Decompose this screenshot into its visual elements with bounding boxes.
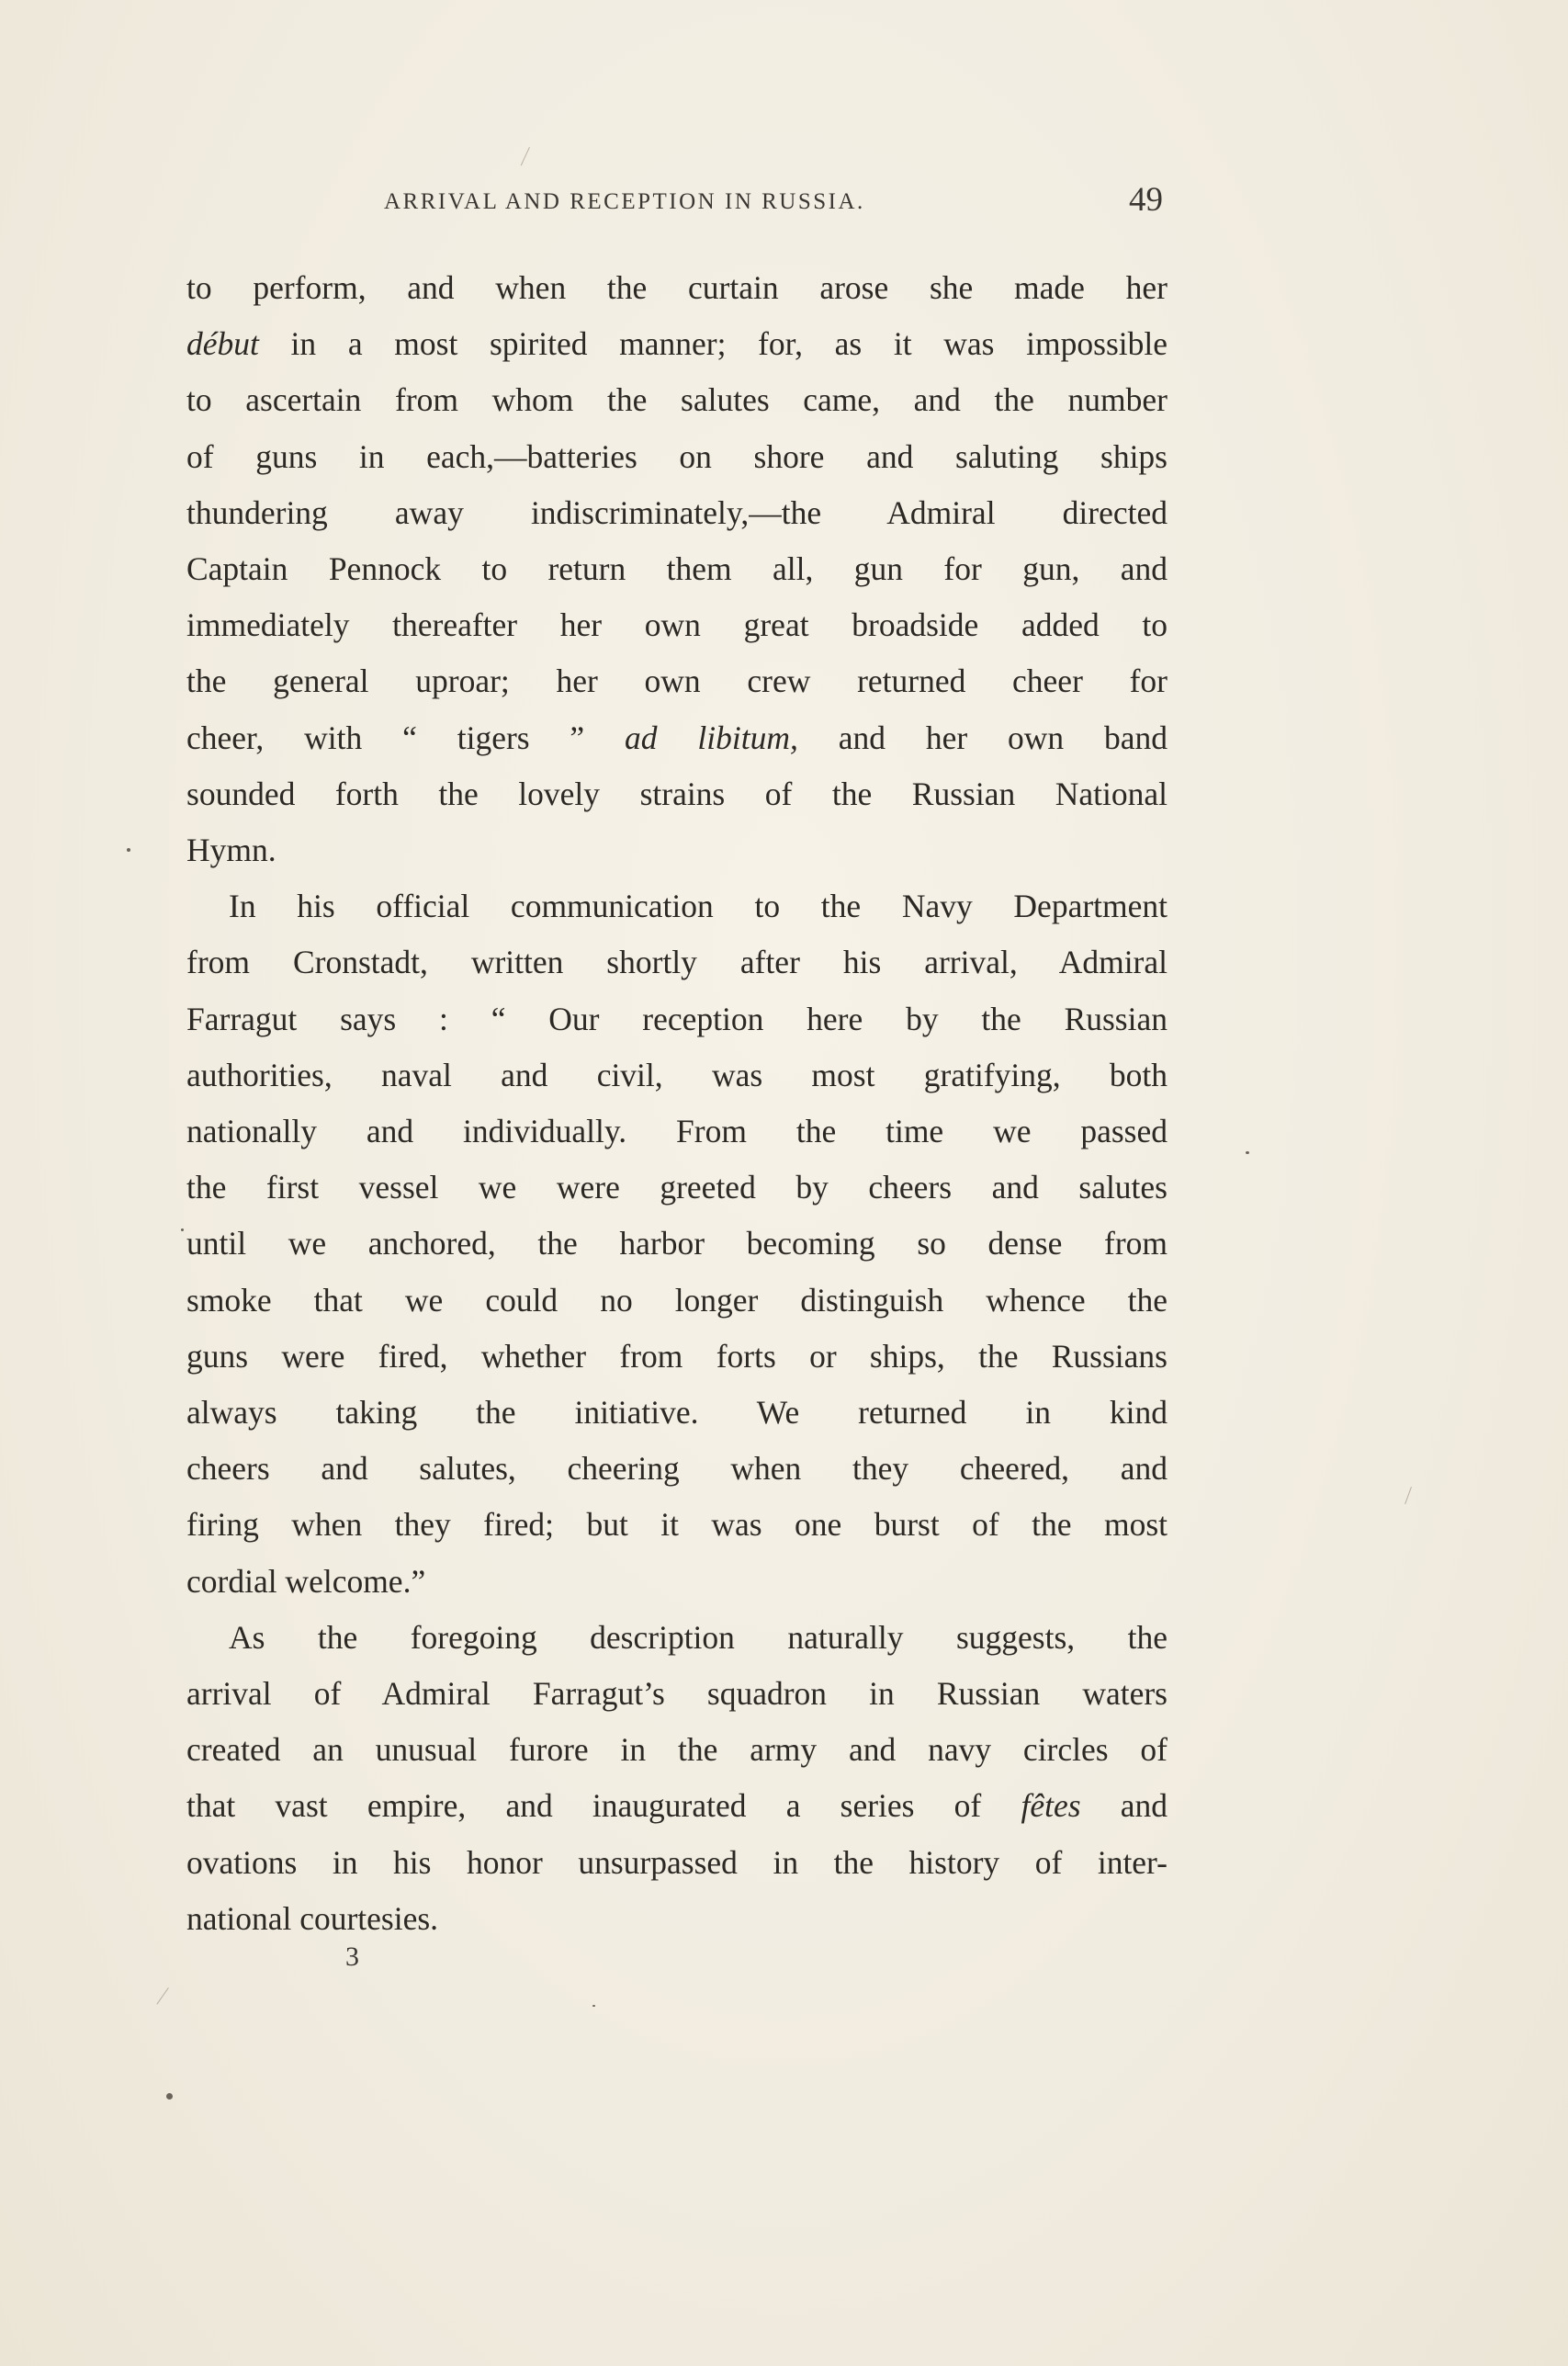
- paper-speck: [166, 2093, 173, 2100]
- italic-text: début: [186, 325, 259, 363]
- text-line: created an unusual furore in the army and navy circles of: [186, 1731, 1168, 1769]
- text-line: guns were fired, whether from forts or ships, the Russians: [186, 1337, 1168, 1375]
- paragraph-1: [186, 260, 1168, 878]
- text-line: to perform, and when the curtain arose she made her: [186, 269, 1168, 306]
- text-line: until we anchored, the harbor becoming so dense from: [186, 1225, 1168, 1262]
- text-line: sounded forth the lovely strains of the Russian National: [186, 775, 1168, 812]
- text-line: firing when they fired; but it was one burst of the most: [186, 1506, 1168, 1544]
- text-run: in a most spirited manner; for, as it was impossible: [258, 325, 1168, 363]
- paper-hairline: [1404, 1487, 1412, 1504]
- text-line: Captain Pennock to return them all, gun for gun, and: [186, 550, 1168, 588]
- italic-text: fêtes: [1021, 1787, 1081, 1825]
- text-run: and her own band: [797, 719, 1168, 756]
- paper-speck: [1246, 1151, 1249, 1154]
- paper-speck: [592, 2005, 595, 2007]
- paragraph-3: [186, 1610, 1168, 1947]
- text-line: arrival of Admiral Farragut’s squadron in Russian waters: [186, 1675, 1168, 1713]
- text-line: Hymn.: [186, 832, 276, 869]
- text-line: of guns in each,—batteries on shore and saluting ships: [186, 437, 1168, 475]
- paragraph-2: [186, 878, 1168, 1610]
- text-run: and: [1080, 1787, 1168, 1825]
- text-line: cheers and salutes, cheering when they cheered, and: [186, 1450, 1168, 1488]
- text-line: to ascertain from whom the salutes came, and the number: [186, 381, 1168, 419]
- text-line: nationally and individually. From the time we passed: [186, 1113, 1168, 1150]
- text-line: [186, 710, 1168, 766]
- text-line: national courtesies.: [186, 1899, 439, 1937]
- text-line: smoke that we could no longer distinguish whence the: [186, 1281, 1168, 1319]
- body-text: [186, 260, 1168, 1947]
- text-line: always taking the initiative. We returned in kind: [186, 1394, 1168, 1432]
- page-number: 49: [1129, 181, 1163, 219]
- running-head: ARRIVAL AND RECEPTION IN RUSSIA.: [384, 189, 865, 214]
- text-line: from Cronstadt, written shortly after his arrival, Admiral: [186, 944, 1168, 981]
- text-line: the general uproar; her own crew returned cheer for: [186, 662, 1168, 700]
- text-line: thundering away indiscriminately,—the Admiral directed: [186, 493, 1168, 531]
- text-line: authorities, naval and civil, was most gratifying, both: [186, 1056, 1168, 1093]
- text-line: immediately thereafter her own great broadside added to: [186, 606, 1168, 644]
- text-line: Farragut says : “ Our reception here by the Russian: [186, 1000, 1168, 1037]
- signature-mark: 3: [345, 1941, 359, 1972]
- text-run: that vast empire, and inaugurated a series of: [186, 1787, 1021, 1825]
- text-run: cheer, with “ tigers ”: [186, 719, 626, 756]
- text-line: As the foregoing description naturally suggests, the: [229, 1618, 1168, 1656]
- text-line: ovations in his honor unsurpassed in the history of inter-: [186, 1843, 1168, 1881]
- text-line: In his official communication to the Navy Department: [229, 888, 1168, 925]
- text-line: the first vessel we were greeted by cheers and salutes: [186, 1169, 1168, 1206]
- text-line: cordial welcome.”: [186, 1562, 426, 1600]
- paper-speck: [181, 1228, 184, 1231]
- text-line: [186, 316, 1168, 372]
- paper-hairline: [156, 1987, 168, 2005]
- text-line: [186, 1778, 1168, 1834]
- paper-hairline: [521, 147, 530, 165]
- italic-text: ad libitum,: [625, 719, 798, 756]
- paper-speck: [127, 848, 130, 852]
